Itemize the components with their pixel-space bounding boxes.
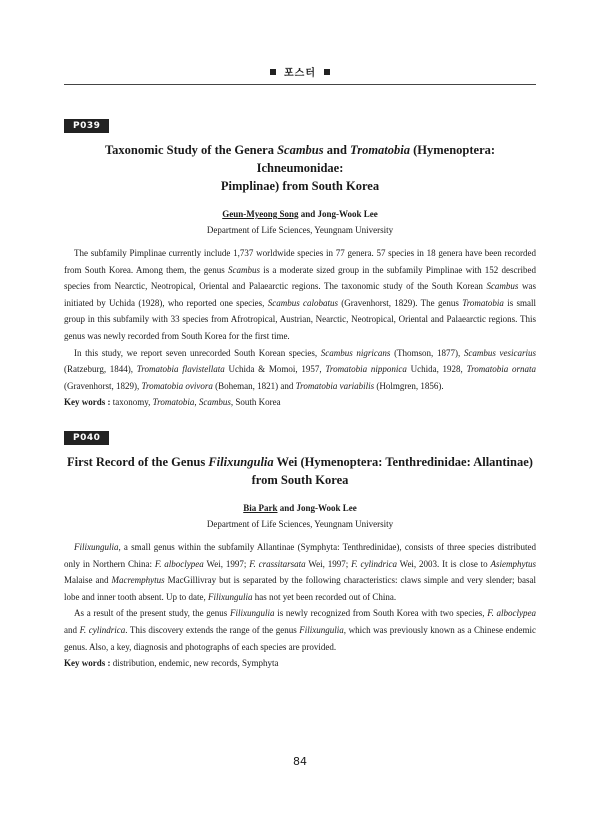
poster-code-badge: P040 [64, 431, 109, 445]
square-bullet-icon [324, 69, 330, 75]
poster-affiliation: Department of Life Sciences, Yeungnam University [206, 519, 394, 529]
abstract-paragraph: The subfamily Pimplinae currently include 1,737 worldwide species in 77 genera. 57 species in 18 genera have been recorded from South Korea. Among them, the genus Scambus is a moderate sized group in the subfamily Pimplinae with 152 described species from Nearctic, Neotropical, Oriental and Palaearctic regions. The taxonomic study of the South Korean Scambus was initiated by Uchida (1928), who reported one species, Scambus calobatus (Gravenhorst, 1829). The genus Tromatobia is small group in this subfamily with 33 species from Afrotropical, Austrian, Nearctic, Neotropical, Oriental and Palaearctic regions. This genus was newly recorded from South Korea for the first time. [64, 248, 536, 341]
square-bullet-icon [270, 69, 276, 75]
poster-abstract [64, 539, 536, 655]
poster-authors: Bia Park and Jong-Wook Lee [243, 503, 357, 513]
poster-p040 [64, 427, 536, 668]
header-divider [64, 84, 536, 85]
poster-title: Taxonomic Study of the Genera Scambus and Tromatobia (Hymenoptera: Ichneumonidae: Pimplinae) from South Korea [104, 143, 496, 193]
abstract-paragraph: As a result of the present study, the genus Filixungulia is newly recognized from South Korea with two species, F. alboclypea and F. cylindrica. This discovery extends the range of the genus Filixungulia, which was previously known as a Chinese endemic genus. Also, a key, diagnosis and photographs of each species are provided. [64, 608, 537, 652]
presenting-author: Bia Park [243, 503, 278, 513]
poster-keywords: Key words : taxonomy, Tromatobia, Scambus, South Korea [64, 397, 281, 408]
poster-abstract [64, 245, 536, 394]
poster-affiliation: Department of Life Sciences, Yeungnam University [206, 225, 394, 235]
abstract-paragraph: In this study, we report seven unrecorded South Korean species, Scambus nigricans (Thomson, 1877), Scambus vesicarius (Ratzeburg, 1844), Tromatobia flavistellata Uchida & Momoi, 1957, Tromatobia nipponica Uchida, 1928, Tromatobia ornata (Gravenhorst, 1829), Tromatobia ovivora (Boheman, 1821) and Tromatobia variabilis (Holmgren, 1856). [64, 347, 536, 391]
presenting-author: Geun-Myeong Song [222, 209, 299, 219]
poster-title: First Record of the Genus Filixungulia Wei (Hymenoptera: Tenthredinidae: Allantinae) from South Korea [67, 455, 533, 487]
section-label: 포스터 [284, 68, 316, 79]
poster-code-badge: P039 [64, 119, 109, 133]
poster-keywords: Key words : distribution, endemic, new records, Symphyta [64, 658, 279, 669]
page-number: 84 [293, 755, 307, 768]
poster-p039 [64, 115, 536, 407]
section-header [0, 64, 600, 79]
poster-authors: Geun-Myeong Song and Jong-Wook Lee [222, 209, 378, 219]
abstract-paragraph: Filixungulia, a small genus within the subfamily Allantinae (Symphyta: Tenthredinidae), consists of three species distributed only in Northern China: F. alboclypea Wei, 1997; F. crassitarsata Wei, 1997; F. cylindrica Wei, 2003. It is close to Asiemphytus Malaise and Macremphytus MacGillivray but is separated by the following characteristics: claws simple and very slender; basal lobe and inner tooth absent. Up to date, Filixungulia has not yet been recorded out of China. [64, 542, 537, 602]
